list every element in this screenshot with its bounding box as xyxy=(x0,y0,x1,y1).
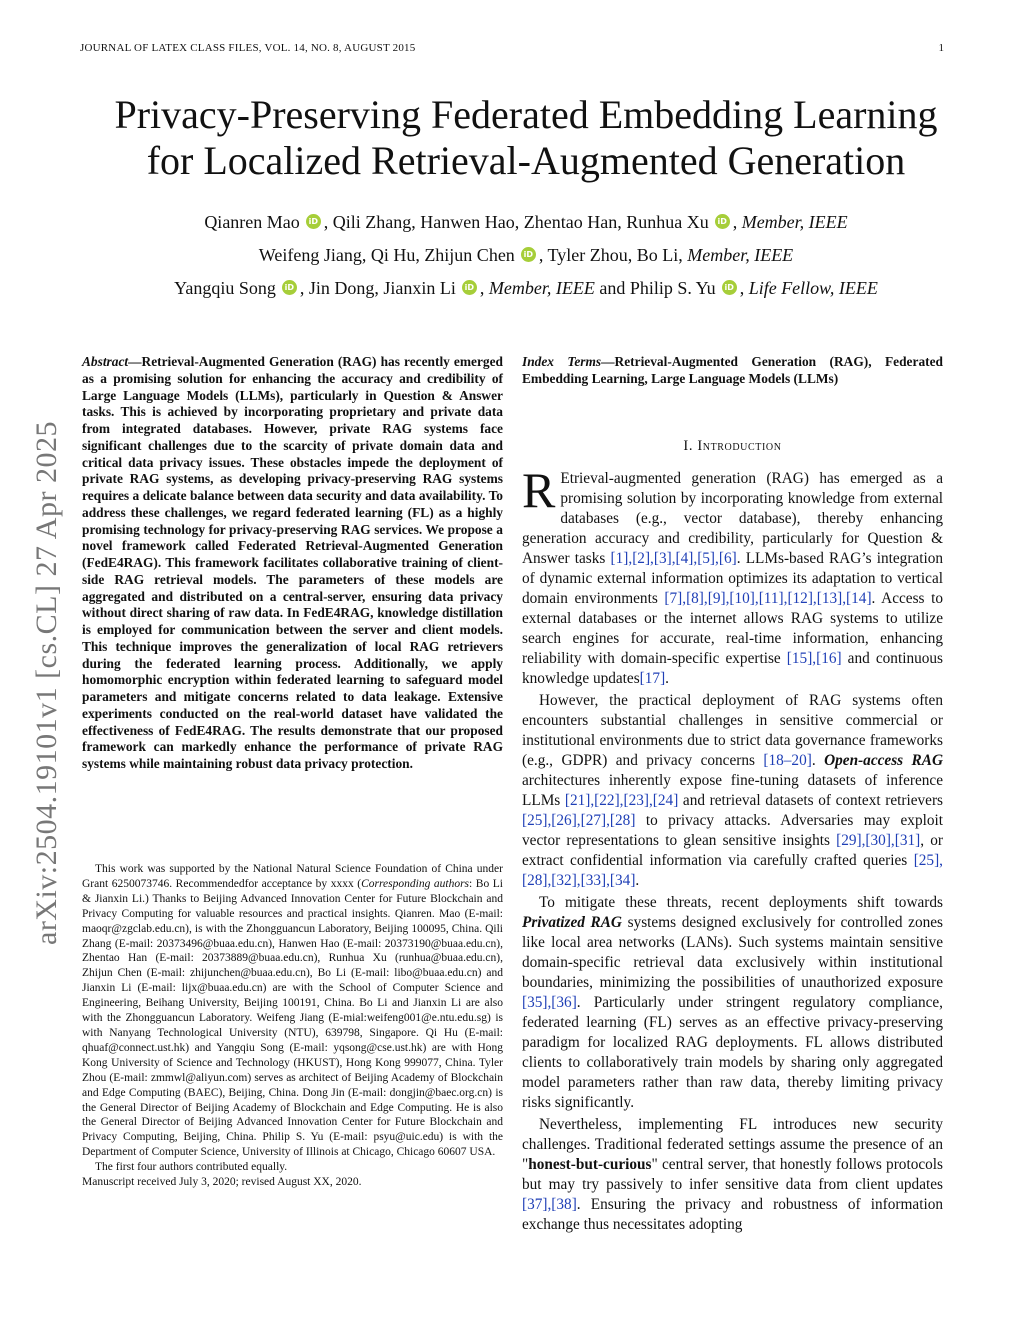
text: Nevertheless, implementing FL introduces new security challenges. Traditional federated settings assume the presence of an " xyxy=(522,1115,943,1173)
abstract xyxy=(82,354,503,773)
orcid-icon[interactable]: iD xyxy=(715,214,730,229)
text: architectures inherently expose fine-tuning datasets of inference LLMs xyxy=(522,771,943,809)
text: and continuous knowledge updates xyxy=(522,649,943,687)
author-role: Life Fellow, IEEE xyxy=(748,278,878,298)
author-line-3 xyxy=(60,272,992,305)
text: However, the practical deployment of RAG systems often encounters substantial challenges in sensitive commercial or institutional environments due to strict data governance frameworks (e.g., GDPR) and privacy concerns xyxy=(522,691,943,769)
text: and retrieval datasets of context retrievers xyxy=(678,791,943,809)
index-terms-label: Index Terms xyxy=(522,354,602,369)
text: Etrieval-augmented generation (RAG) has emerged as a promising solution by incorporating knowledge from external databases (e.g., vector database), thereby enhancing generation accuracy and credibility, particularly for Question & Answer tasks xyxy=(522,469,943,567)
author-line-1 xyxy=(60,206,992,239)
text: systems designed exclusively for controlled zones like local area networks (LANs). Such systems maintain sensitive domain-specific retrieval data exclusively within institutional boundaries, minimizing the possibilities of unauthorized exposure xyxy=(522,913,943,991)
author-name: Qianren Mao xyxy=(204,212,300,232)
citation-link[interactable]: [15],[16] xyxy=(786,649,842,667)
page-number: 1 xyxy=(938,42,944,54)
section-heading xyxy=(522,438,943,455)
paragraph xyxy=(522,461,943,689)
emphasis: Privatized RAG xyxy=(522,913,622,931)
citation-link[interactable]: [21],[22],[23],[24] xyxy=(564,791,679,809)
citation-link[interactable]: [29],[30],[31] xyxy=(836,831,921,849)
orcid-icon[interactable]: iD xyxy=(722,280,737,295)
text: . xyxy=(665,669,669,687)
citation-link[interactable]: [7],[8],[9],[10],[11],[12],[13],[14] xyxy=(664,589,872,607)
orcid-icon[interactable]: iD xyxy=(521,247,536,262)
citation-link[interactable]: [25],[26],[27],[28] xyxy=(522,811,636,829)
paragraph xyxy=(522,1115,943,1235)
footnote xyxy=(82,862,503,1190)
author-name: , Jin Dong, Jianxin Li xyxy=(299,278,456,298)
abstract-text: —Retrieval-Augmented Generation (RAG) has recently emerged as a promising solution for enhancing the accuracy and credibility of Large Language Models (LLMs), particularly in Question & Answer tasks. This is achieved by incorporating proprietary and private data from integrated databases. However, private RAG systems face significant challenges due to the scarcity of private domain data and critical data privacy issues. These obstacles impede the deployment of private RAG systems, as developing privacy-preserving RAG systems requires a delicate balance between data security and data availability. To address these challenges, we regard federated learning (FL) as a highly promising technology for privacy-preserving RAG services. We propose a novel framework called Federated Retrieval-Augmented Generation (FedE4RAG). This framework facilitates collaborative training of client-side RAG retrieval models. The parameters of these models are aggregated and distributed on a central-server, ensuring data privacy without direct sharing of raw data. In FedE4RAG, knowledge distillation is employed for communication between the server and client models. This technique improves the generalization of local RAG retrievers during the federated learning process. Additionally, we apply homomorphic encryption within federated learning to safeguard model parameters and mitigate concerns related to data leakage. Extensive experiments conducted on the real-world dataset have validated the effectiveness of FedE4RAG. The results demonstrate that our proposed framework can markedly enhance the performance of private RAG systems while maintaining robust data privacy protection. xyxy=(82,354,503,771)
author-role: Member, IEEE xyxy=(687,245,794,265)
author-list xyxy=(60,206,992,305)
left-column xyxy=(82,354,503,773)
orcid-icon[interactable]: iD xyxy=(462,280,477,295)
citation-link[interactable]: [17] xyxy=(639,669,666,687)
separator: , xyxy=(732,212,742,232)
running-header: JOURNAL OF LATEX CLASS FILES, VOL. 14, NO. 8, AUGUST 2015 xyxy=(80,42,416,54)
index-terms xyxy=(522,354,943,388)
text: . Particularly under stringent regulatory compliance, federated learning (FL) serves as an effective privacy-preserving paradigm for localized RAG deployments. FL allows distributed clients to collaboratively train models by sharing only aggregated model parameters rather than raw data, thereby limiting privacy risks significantly. xyxy=(522,993,943,1111)
footnote-equal-contribution: The first four authors contributed equally. xyxy=(95,1161,288,1174)
footnote-manuscript: Manuscript received July 3, 2020; revised August XX, 2020. xyxy=(82,1176,362,1189)
orcid-icon[interactable]: iD xyxy=(306,214,321,229)
text: . LLMs-based RAG’s integration of dynamic external information optimizes its adaptation to vertical domain environments xyxy=(522,549,943,607)
emphasis: honest-but-curious xyxy=(528,1155,652,1173)
introduction-body xyxy=(522,461,943,1235)
citation-link[interactable]: [37],[38] xyxy=(522,1195,577,1213)
footnote-text: This work was supported by the National Natural Science Foundation of China under Grant 6250073746. Recommendedfor acceptance by xxxx ( xyxy=(82,863,503,890)
separator: , xyxy=(479,278,489,298)
text: . Ensuring the privacy and robustness of information exchange thus necessitates adopting xyxy=(522,1195,943,1233)
index-terms-text: —Retrieval-Augmented Generation (RAG), Federated Embedding Learning, Large Language Models (LLMs) xyxy=(522,354,943,386)
section-number: I. xyxy=(683,437,698,454)
text: " central server, that honestly follows protocols but may try passively to infer sensitive data from client updates xyxy=(522,1155,943,1193)
right-column xyxy=(522,354,943,1235)
emphasis: Open-access RAG xyxy=(824,751,943,769)
author-role: Member, IEEE xyxy=(741,212,848,232)
citation-link[interactable]: [18–20] xyxy=(763,751,812,769)
text: . xyxy=(635,871,640,889)
author-name: Weifeng Jiang, Qi Hu, Zhijun Chen xyxy=(258,245,515,265)
text: . xyxy=(811,751,825,769)
paper-title xyxy=(60,92,992,184)
text: to privacy attacks. Adversaries may exploit vector representations to glean sensitive insights xyxy=(522,811,943,849)
author-name: and Philip S. Yu xyxy=(594,278,716,298)
title-line-1: Privacy-Preserving Federated Embedding Learning xyxy=(114,92,938,137)
text: , or extract confidential information via carefully crafted queries xyxy=(522,831,943,869)
paragraph xyxy=(522,893,943,1113)
citation-link[interactable]: [35],[36] xyxy=(522,993,577,1011)
author-name: , Qili Zhang, Hanwen Hao, Zhentao Han, Runhua Xu xyxy=(323,212,709,232)
author-line-2 xyxy=(60,239,992,272)
citation-link[interactable]: [1],[2],[3],[4],[5],[6] xyxy=(610,549,737,567)
abstract-label: Abstract xyxy=(82,354,129,369)
paragraph xyxy=(522,691,943,891)
author-name: , Tyler Zhou, Bo Li, xyxy=(538,245,688,265)
footnote-italic: Corresponding authors xyxy=(361,877,470,890)
section-title: Introduction xyxy=(697,437,782,454)
author-name: Yangqiu Song xyxy=(174,278,276,298)
citation-link[interactable]: [25],[28],[32],[33],[34] xyxy=(522,851,943,889)
author-role: Member, IEEE xyxy=(488,278,595,298)
text: . Access to external databases or the internet allows RAG systems to utilize search engines for accurate, real-time information, enhancing reliability with domain-specific expertise xyxy=(522,589,943,667)
orcid-icon[interactable]: iD xyxy=(282,280,297,295)
footnote-text: : Bo Li & Jianxin Li.) Thanks to Beijing Advanced Innovation Center for Future Blockchain and Privacy Computing for valuable resources and practical insights. Qianren. Mao (E-mail: maoqr@zgclab.edu.cn), is with the Zhongguancun Laboratory, Beijing 100095, China. Qili Zhang (E-mail: 20373496@buaa.edu.cn), Hanwen Hao (E-mail: 20373190@buaa.edu.cn), Zhentao Han (E-mail: 20373889@buaa.edu.cn), Runhua Xu (runhua@buaa.edu.cn), Zhijun Chen (E-mail: zhijunchen@buaa.edu.cn), Bo Li (E-mail: libo@buaa.edu.cn) and Jianxin Li (E-mail: lijx@buaa.edu.cn) are with the School of Computer Science and Engineering, Beihang University, Beijing 100191, China. Bo Li and Jianxin Li are also with the Zhongguancun Laboratory. Weifeng Jiang (E-mial:weifeng001@e.ntu.edu.sg) is with Nanyang Technological University (NTU), 639798, Singapore. Qi Hu (E-mail: qhuaf@connect.ust.hk) and Yangqiu Song (E-mail: yqsong@cse.ust.hk) are with Hong Kong University of Science and Technology (HKUST), Hong Kong 999077, China. Tyler Zhou (E-mail: zmmwl@aliyun.com) serves as architect of Beijing Academy of Blockchain and Edge Computing (BAEC), Beijing, China. Dong Jin (E-mail: dongjin@baec.org.cn) is the General Director of Beijing Academy of Blockchain and Edge Computing. He is also the General Director of Beijing Advanced Innovation Center for Future Blockchain and Privacy Computing, Beijing, China. Philip S. Yu (E-mail: psyu@uic.edu) is with the Department of Computer Science, University of Illinois at Chicago, Chicago 60607 USA. xyxy=(82,877,503,1159)
title-line-2: for Localized Retrieval-Augmented Generation xyxy=(146,138,906,183)
dropcap: R xyxy=(522,461,556,518)
arxiv-stamp: arXiv:2504.19101v1 [cs.CL] 27 Apr 2025 xyxy=(30,421,63,945)
text: To mitigate these threats, recent deployments shift towards xyxy=(539,893,943,911)
separator: , xyxy=(739,278,749,298)
footnote-affiliations xyxy=(82,862,503,1160)
